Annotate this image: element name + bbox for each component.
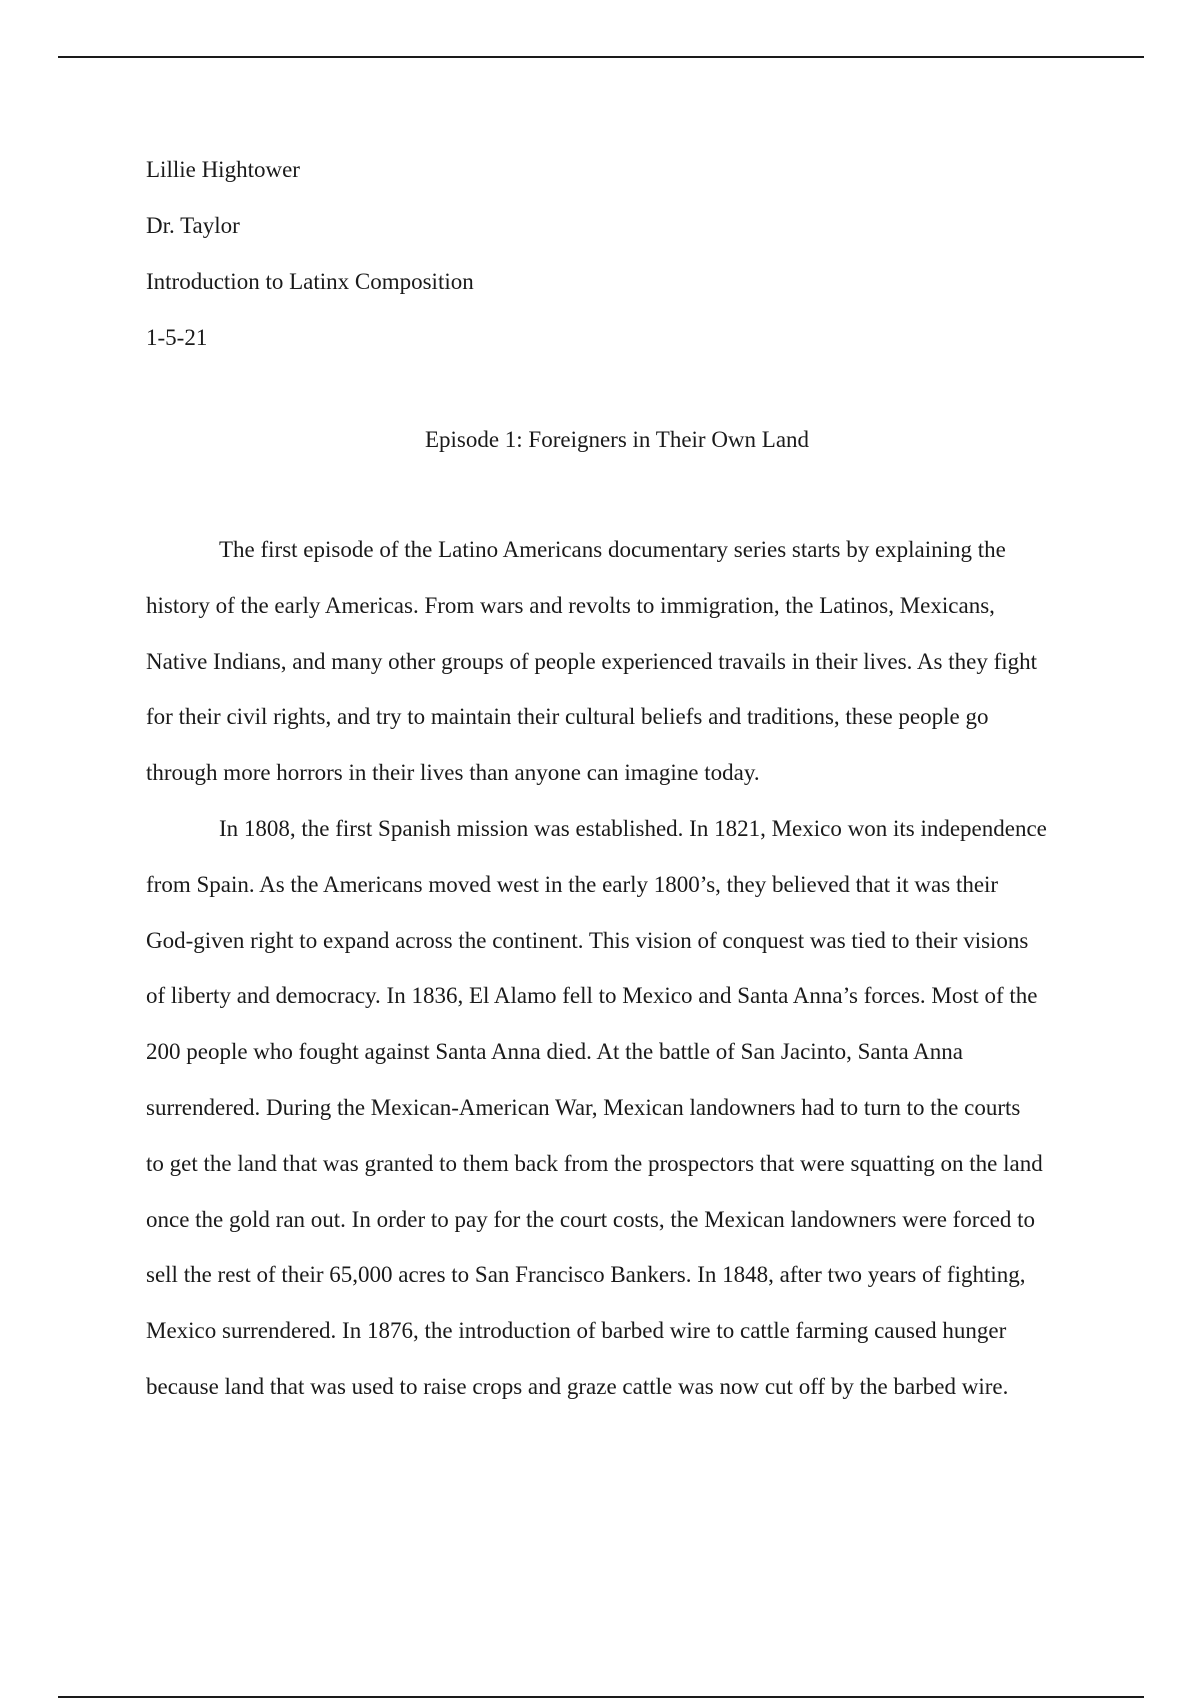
paragraph-1-line-5: through more horrors in their lives than anyone can imagine today.: [146, 760, 760, 786]
paragraph-1-line-3: Native Indians, and many other groups of people experienced travails in their lives. As they fight: [146, 648, 1038, 674]
paragraph-2-line-5: 200 people who fought against Santa Anna died. At the battle of San Jacinto, Santa Anna: [146, 1039, 963, 1065]
course-name: Introduction to Latinx Composition: [146, 269, 474, 294]
paragraph-2-line-11: because land that was used to raise crops and graze cattle was now cut off by the barbed wire.: [146, 1373, 1009, 1399]
paragraph-2-line-2: from Spain. As the Americans moved west in the early 1800’s, they believed that it was their: [146, 871, 999, 897]
paragraph-1-line-2: history of the early Americas. From wars and revolts to immigration, the Latinos, Mexicans,: [146, 592, 995, 618]
paragraph-2-line-8: once the gold ran out. In order to pay for the court costs, the Mexican landowners were forced to: [146, 1206, 1036, 1232]
paragraph-2-line-10: Mexico surrendered. In 1876, the introduction of barbed wire to cattle farming caused hunger: [146, 1318, 1007, 1344]
paragraph-1-line-1: The first episode of the Latino Americans documentary series starts by explaining the: [219, 537, 1006, 562]
heading-block: [146, 142, 474, 366]
essay-body: [146, 522, 1047, 1415]
essay-date: 1-5-21: [146, 325, 208, 350]
bottom-rule: [58, 1696, 1144, 1698]
paragraph-2-line-3: God-given right to expand across the continent. This vision of conquest was tied to their visions: [146, 927, 1029, 953]
paragraph-2-line-6: surrendered. During the Mexican-American War, Mexican landowners had to turn to the courts: [146, 1094, 1021, 1120]
paragraph-2-line-4: of liberty and democracy. In 1836, El Alamo fell to Mexico and Santa Anna’s forces. Most of the: [146, 983, 1038, 1009]
paragraph-1-line-4: for their civil rights, and try to maintain their cultural beliefs and traditions, these people go: [146, 704, 989, 730]
paragraph-2-line-7: to get the land that was granted to them back from the prospectors that were squatting on the land: [146, 1150, 1043, 1176]
essay-title: Episode 1: Foreigners in Their Own Land: [424, 427, 810, 452]
instructor-name: Dr. Taylor: [146, 213, 240, 238]
top-rule: [58, 56, 1144, 58]
paragraph-2-line-1: In 1808, the first Spanish mission was established. In 1821, Mexico won its independence: [219, 815, 1047, 841]
paragraph-2-line-9: sell the rest of their 65,000 acres to San Francisco Bankers. In 1848, after two years of fighting,: [146, 1262, 1026, 1288]
author-name: Lillie Hightower: [146, 157, 300, 182]
